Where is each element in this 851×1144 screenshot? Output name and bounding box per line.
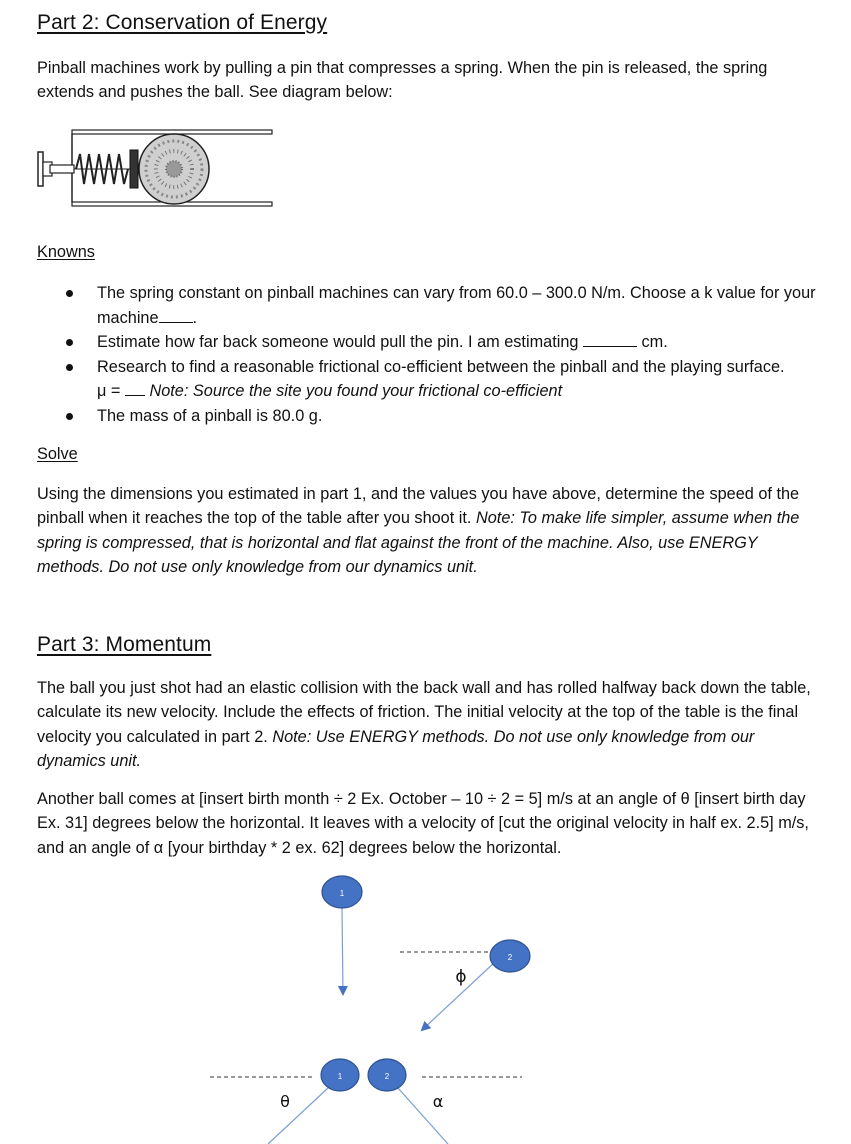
list-item: Estimate how far back someone would pull the pin. I am estimating cm. xyxy=(60,330,840,355)
ball-1-collision xyxy=(321,1059,359,1091)
phi-label: ϕ xyxy=(455,967,467,987)
pusher-plate xyxy=(130,150,138,188)
part2-intro: Pinball machines work by pulling a pin that compresses a spring. When the pin is released, the spring extends and pushes the ball. See diagram below: xyxy=(37,59,768,102)
alpha-label: α xyxy=(432,1092,444,1111)
svg-text:1: 1 xyxy=(339,889,345,898)
list-item: The spring constant on pinball machines can vary from 60.0 – 300.0 N/m. Choose a k value for your machine . xyxy=(60,281,840,330)
theta-label: θ xyxy=(280,1092,290,1111)
ball-2-collision xyxy=(368,1059,406,1091)
plunger-knob xyxy=(38,152,43,186)
ball1-outgoing-line xyxy=(268,1088,328,1144)
pull-distance-blank[interactable] xyxy=(583,332,637,347)
k-value-blank[interactable] xyxy=(159,308,193,323)
part3-title: Part 3: Momentum xyxy=(37,633,212,656)
list-item: The mass of a pinball is 80.0 g. xyxy=(60,404,840,429)
knowns-list xyxy=(60,281,840,428)
part3-paragraph-2: Another ball comes at [insert birth month ÷ 2 Ex. October – 10 ÷ 2 = 5] m/s at an angle of θ [insert birth day Ex. 31] degrees below the horizontal. It leaves with a velocity of [cut the original velocity in half ex. 2.5] m/s, and an angle of α [your birthday * 2 ex. 62] degrees below the horizontal. xyxy=(37,790,809,857)
solve-paragraph: Using the dimensions you estimated in part 1, and the values you have above, determine the speed of the pinball when it reaches the top of the table after you shoot it. Note: To make life simpler, assume when the spring is compressed, that is horizontal and flat against the front of the machine. Also, use ENERGY methods. Do not use only knowledge from our dynamics unit. xyxy=(37,485,800,576)
ball1-incoming-arrow xyxy=(342,908,343,994)
collision-diagram xyxy=(200,870,560,1144)
svg-text:1: 1 xyxy=(337,1072,343,1081)
part2-title: Part 2: Conservation of Energy xyxy=(37,11,328,34)
mu-blank[interactable] xyxy=(125,381,145,396)
plunger-rod xyxy=(50,165,74,173)
list-item: Research to find a reasonable frictional co-efficient between the pinball and the playing surface. μ = Note: Source the site you found your frictional co-efficient xyxy=(60,355,840,404)
knowns-heading: Knowns xyxy=(37,243,95,261)
svg-text:2: 2 xyxy=(507,953,513,962)
part3-paragraph-1: The ball you just shot had an elastic collision with the back wall and has rolled halfway back down the table, calculate its new velocity. Include the effects of friction. The initial velocity at the top of the table is the final velocity you calculated in part 2. Note: Use ENERGY methods. Do not use only knowledge from our dynamics unit. xyxy=(37,679,811,770)
pinball-plunger-diagram xyxy=(36,126,276,212)
ball-1-top xyxy=(322,876,362,908)
solve-heading: Solve xyxy=(37,445,78,463)
svg-text:2: 2 xyxy=(384,1072,390,1081)
ball-2-right xyxy=(490,940,530,972)
